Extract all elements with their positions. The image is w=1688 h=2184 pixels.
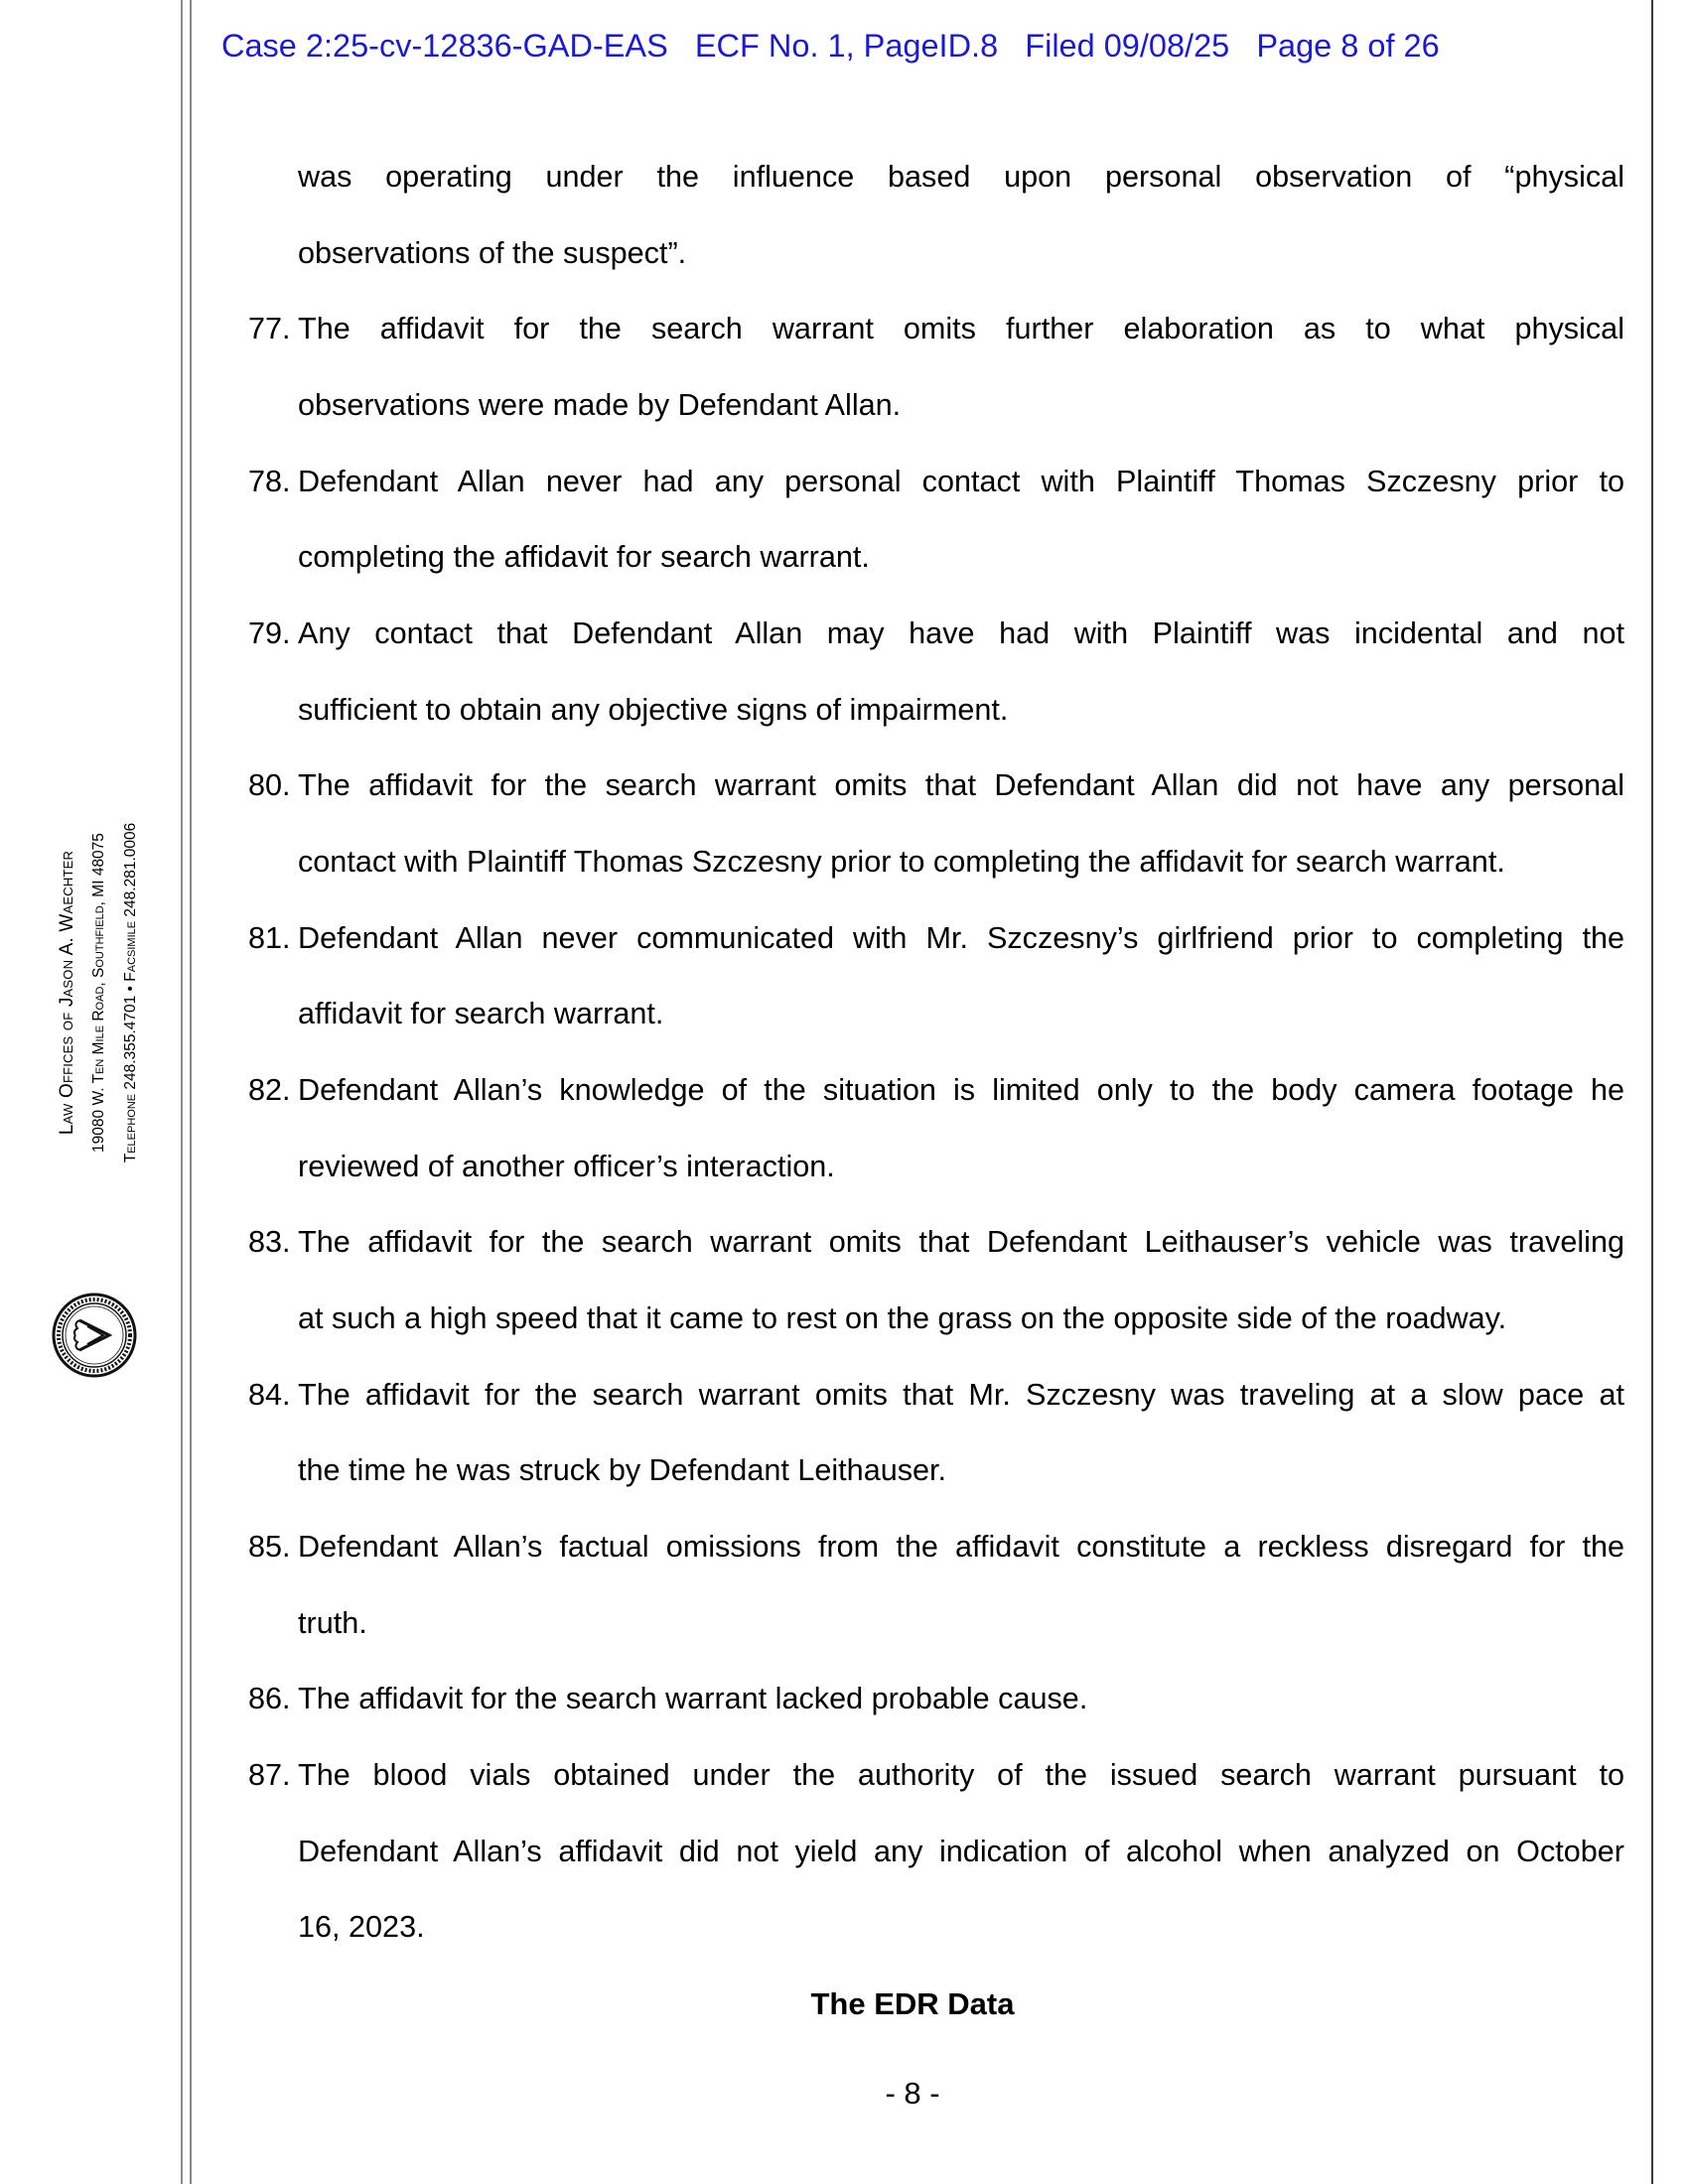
- section-heading: The EDR Data: [810, 1986, 1015, 2022]
- paragraph-line: The affidavit for the search warrant omits that Defendant Leithauser’s vehicle was traveling: [298, 1225, 1624, 1260]
- firm-address: 19080 W. Ten Mile Road, Southfield, MI 48075: [90, 833, 107, 1153]
- ecf-number: ECF No. 1, PageID.8: [694, 28, 999, 64]
- paragraph-number: 83.: [248, 1225, 291, 1260]
- firm-seal-logo-icon: [52, 1293, 137, 1378]
- paragraph-line: was operating under the influence based upon personal observation of “physical: [298, 160, 1624, 194]
- paragraph-line: truth.: [298, 1605, 367, 1640]
- paragraph-line: observations were made by Defendant Allan.: [298, 388, 902, 422]
- paragraph-line: The blood vials obtained under the authority of the issued search warrant pursuant to: [298, 1758, 1624, 1793]
- paragraph-number: 81.: [248, 920, 291, 955]
- paragraph-line: Defendant Allan’s affidavit did not yield any indication of alcohol when analyzed on October: [298, 1834, 1624, 1868]
- left-margin-rule-outer: [181, 0, 183, 2184]
- paragraph-number: 77.: [248, 312, 291, 346]
- paragraph-number: 82.: [248, 1073, 291, 1108]
- paragraph-line: reviewed of another officer’s interaction.: [298, 1149, 835, 1183]
- paragraph-number: 86.: [248, 1682, 291, 1716]
- paragraph-line: Any contact that Defendant Allan may have had with Plaintiff was incidental and not: [298, 616, 1624, 651]
- paragraph-line: The affidavit for the search warrant omits further elaboration as to what physical: [298, 312, 1624, 346]
- page-number: - 8 -: [885, 2076, 940, 2111]
- paragraph-number: 84.: [248, 1377, 291, 1412]
- ecf-header: [221, 30, 1440, 63]
- paragraph-line: affidavit for search warrant.: [298, 997, 664, 1031]
- paragraph-number: 87.: [248, 1758, 291, 1793]
- paragraph-line: Defendant Allan’s knowledge of the situation is limited only to the body camera footage he: [298, 1073, 1624, 1108]
- right-margin-rule: [1651, 0, 1653, 2184]
- page-count: Page 8 of 26: [1256, 28, 1440, 64]
- paragraph-line: Defendant Allan never had any personal contact with Plaintiff Thomas Szczesny prior to: [298, 464, 1624, 498]
- left-margin-rule-inner: [190, 0, 192, 2184]
- paragraph-line: observations of the suspect”.: [298, 235, 687, 270]
- paragraph-line: The affidavit for the search warrant omits that Mr. Szczesny was traveling at a slow pace at: [298, 1377, 1624, 1412]
- paragraph-line: the time he was struck by Defendant Leithauser.: [298, 1453, 947, 1488]
- paragraph-line: Defendant Allan’s factual omissions from the affidavit constitute a reckless disregard for the: [298, 1530, 1624, 1565]
- paragraph-line: at such a high speed that it came to rest on the grass on the opposite side of the roadway.: [298, 1301, 1507, 1336]
- paragraph-line: sufficient to obtain any objective signs of impairment.: [298, 692, 1009, 727]
- paragraph-number: 80.: [248, 768, 291, 803]
- filed-date: Filed 09/08/25: [1025, 28, 1230, 64]
- paragraph-number: 79.: [248, 616, 291, 651]
- case-number: Case 2:25-cv-12836-GAD-EAS: [221, 28, 668, 64]
- paragraph-line: 16, 2023.: [298, 1910, 425, 1945]
- firm-name: Law Offices of Jason A. Waechter: [57, 850, 77, 1136]
- paragraph-line: Defendant Allan never communicated with Mr. Szczesny’s girlfriend prior to completing the: [298, 920, 1624, 955]
- paragraph-line: completing the affidavit for search warrant.: [298, 540, 870, 575]
- paragraph-line: The affidavit for the search warrant omits that Defendant Allan did not have any personal: [298, 768, 1624, 803]
- paragraph-line: The affidavit for the search warrant lacked probable cause.: [298, 1682, 1088, 1716]
- paragraph-line: contact with Plaintiff Thomas Szczesny prior to completing the affidavit for search warrant.: [298, 845, 1505, 880]
- firm-contact: Telephone 248.355.4701 • Facsimile 248.281.0006: [122, 822, 139, 1163]
- paragraph-number: 78.: [248, 464, 291, 498]
- paragraph-number: 85.: [248, 1530, 291, 1565]
